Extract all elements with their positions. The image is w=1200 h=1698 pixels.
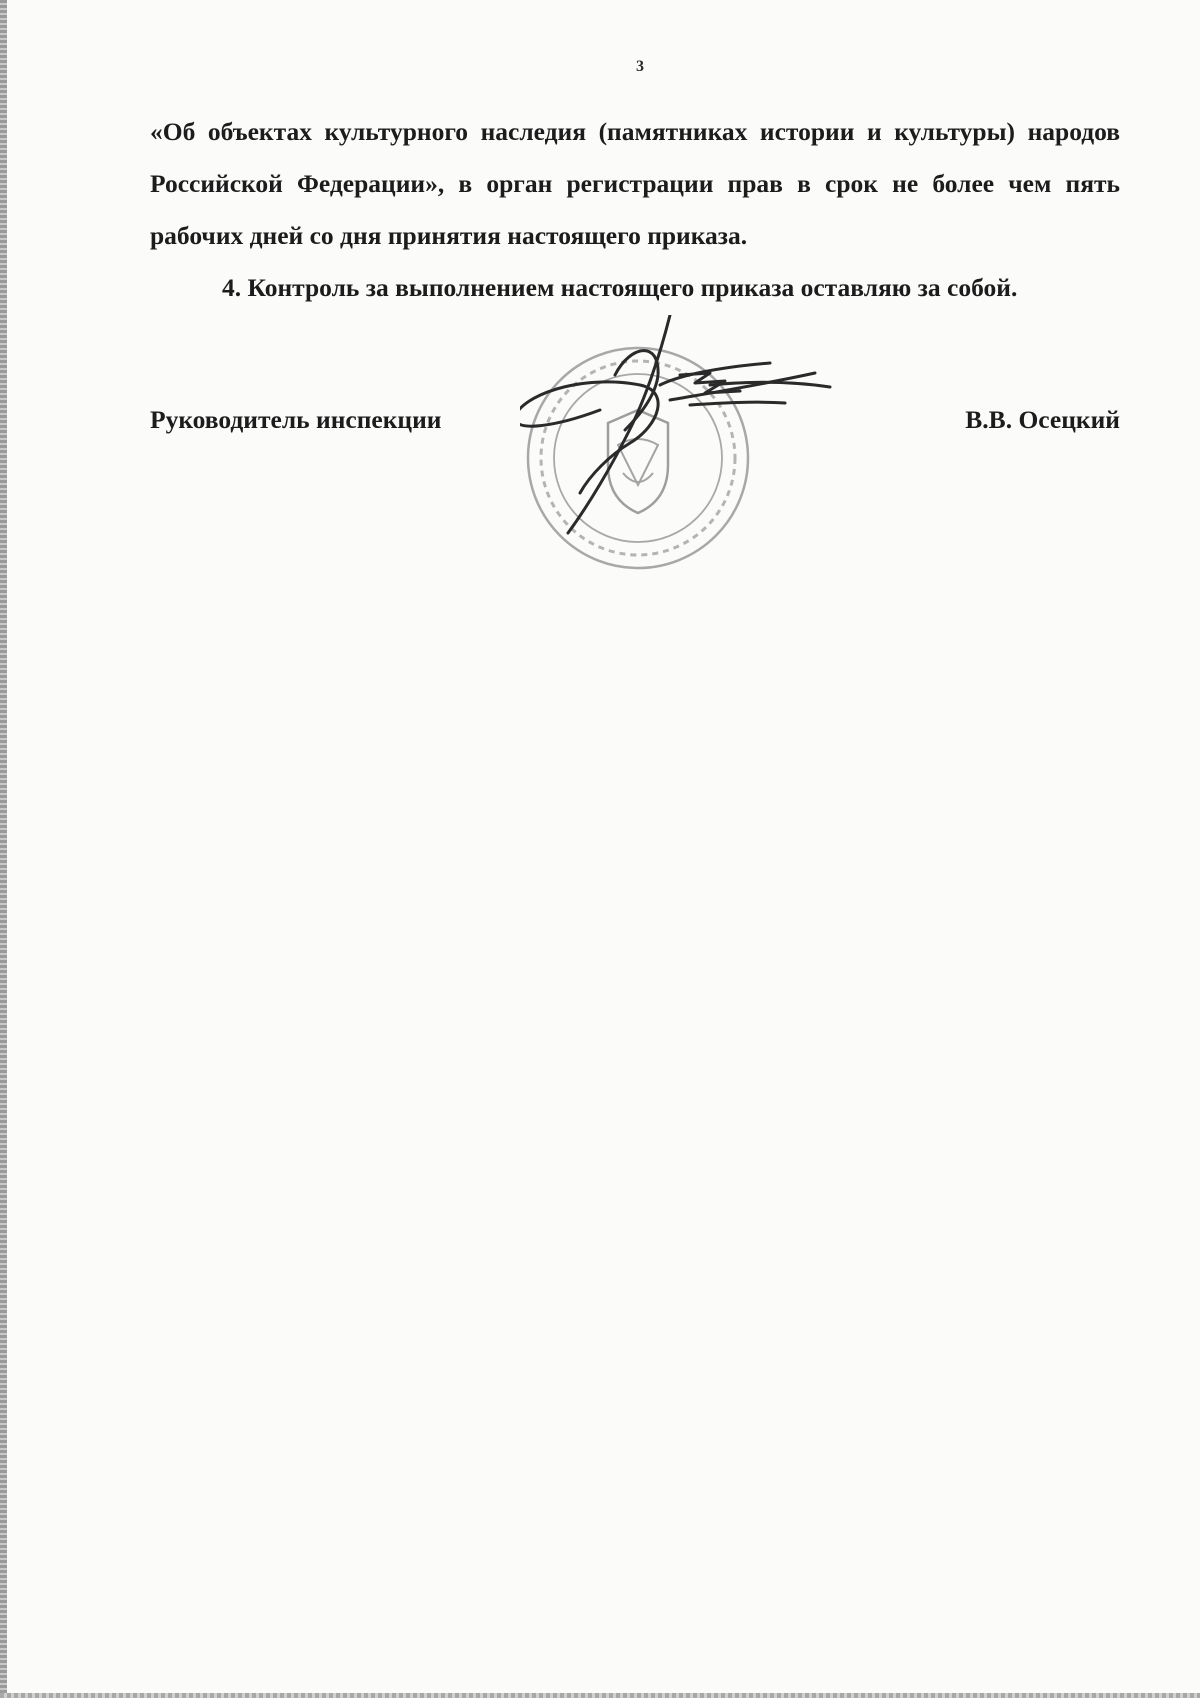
scan-bottom-edge bbox=[0, 1693, 1200, 1698]
page-number: 3 bbox=[636, 58, 644, 75]
handwritten-signature bbox=[520, 315, 830, 533]
document-body bbox=[150, 106, 1120, 314]
paragraph-continuation: «Об объектах культурного наследия (памятниках истории и культуры) народов Российской Федерации», в орган регистрации прав в срок не более чем пять рабочих дней со дня принятия настоящего приказа. bbox=[150, 117, 1120, 250]
signatory-name: В.В. Осецкий bbox=[965, 405, 1120, 434]
scan-left-edge bbox=[0, 0, 7, 1698]
signatory-position: Руководитель инспекции bbox=[150, 405, 442, 434]
paragraph-item-4: 4. Контроль за выполнением настоящего приказа оставляю за собой. bbox=[222, 273, 1018, 302]
official-stamp-and-signature bbox=[520, 315, 850, 575]
